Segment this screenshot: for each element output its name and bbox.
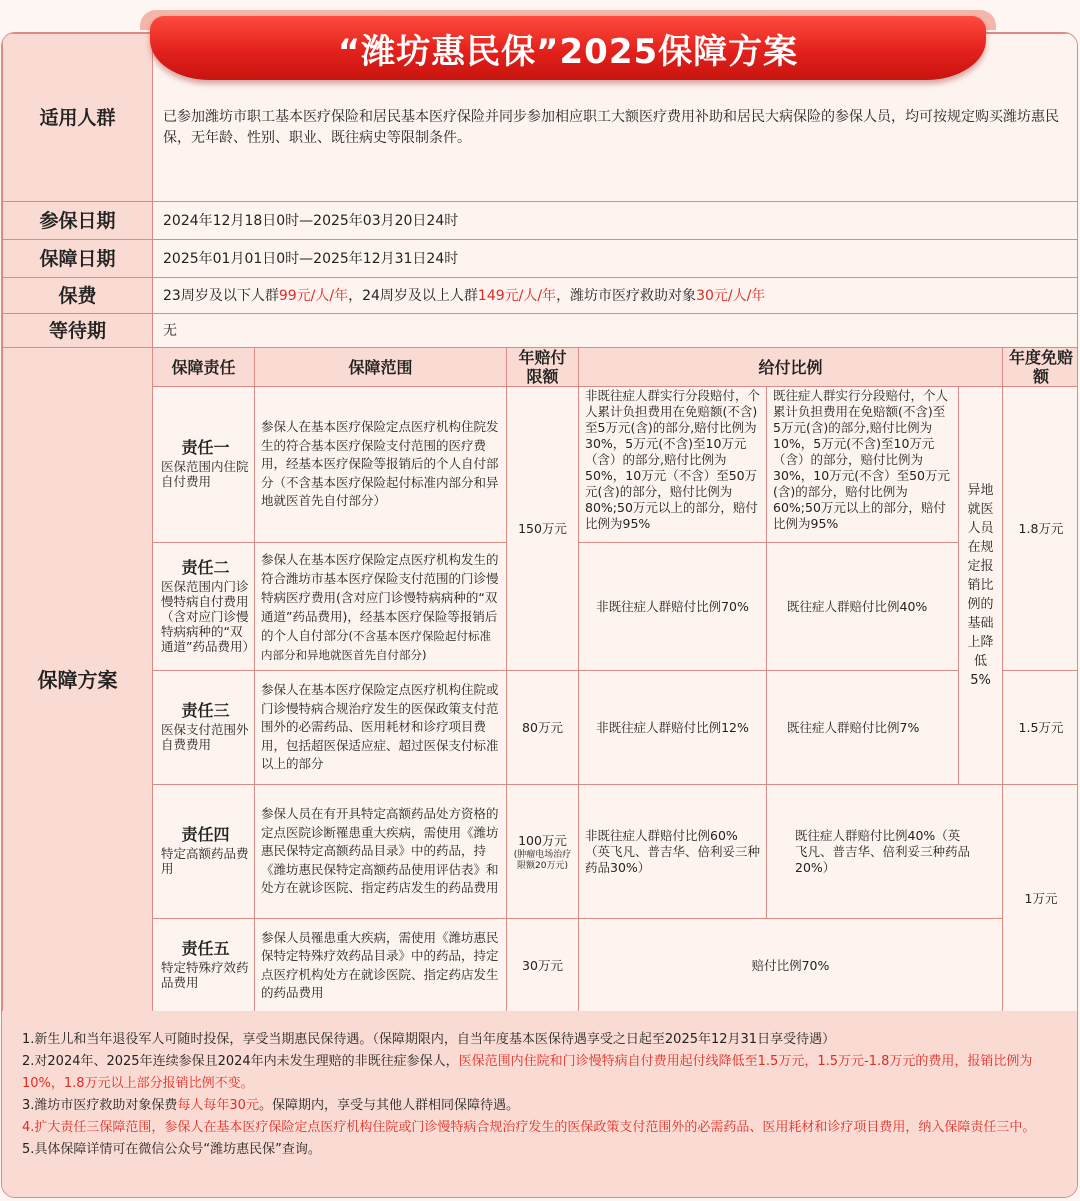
note-2: [22, 1051, 1061, 1095]
plan-header-row: [3, 348, 1079, 387]
duty-row-3: [3, 671, 1079, 785]
note-2-text: 2.对2024年、2025年连续参保且2024年内未发生理赔的非既往症参保人，: [22, 1054, 459, 1069]
header-duty: 保障责任: [153, 348, 255, 387]
duty-5-desc: 特定特殊疗效药品费用: [161, 960, 249, 990]
duty-4-non-preexisting: 非既往症人群赔付比例60%（英飞凡、普吉华、倍利妥三种药品30%）: [579, 785, 767, 919]
row-coverage: [3, 240, 1079, 278]
note-3: [22, 1095, 1061, 1117]
duty-row-4: [3, 785, 1079, 919]
duty-1-desc: 医保范围内住院自付费用: [161, 459, 249, 489]
duty-4-limit-note: (肿瘤电场治疗限额20万元): [513, 849, 572, 871]
title-banner: [150, 16, 986, 80]
label-premium: 保费: [3, 278, 153, 314]
duty-2-preexisting: 既往症人群赔付比例40%: [767, 543, 959, 671]
premium-text-1: 23周岁及以下人群: [163, 287, 279, 304]
duty-3-limit: 80万元: [507, 671, 579, 785]
duty-1: [153, 387, 255, 543]
duty-4: [153, 785, 255, 919]
duty-4-preexisting: 既往症人群赔付比例40%（英飞凡、普吉华、倍利妥三种药品20%）: [767, 785, 1003, 919]
duty-4-desc: 特定高额药品费用: [161, 846, 249, 876]
duty-2-scope-note: (不含基本医疗保险起付标准内部分和异地就医首先自付部分): [261, 628, 492, 662]
label-plan: 保障方案: [3, 348, 153, 1014]
duty-2-scope: [255, 543, 507, 671]
duty-5-limit: 30万元: [507, 919, 579, 1013]
premium-text-2: ，24周岁及以上人群: [348, 287, 478, 304]
duty-3-name: 责任三: [181, 701, 230, 720]
note-5: 5.具体保障详情可在微信公众号“潍坊惠民保”查询。: [22, 1142, 321, 1157]
note-3-text-a: 3.潍坊市医疗救助对象保费: [22, 1098, 178, 1113]
duty-3-deductible: 1.5万元: [1003, 671, 1079, 785]
label-waiting: 等待期: [3, 314, 153, 348]
label-coverage: 保障日期: [3, 240, 153, 278]
notes-section: [2, 1011, 1078, 1198]
note-3-text-b: 。保障期内，享受与其他人群相同保障待遇。: [258, 1098, 519, 1113]
duty-3-scope: 参保人在基本医疗保险定点医疗机构住院或门诊慢特病合规治疗发生的医保政策支付范围外的必需药品、医用耗材和诊疗项目费用，包括超医保适应症、超过医保支付标准以上的部分: [255, 671, 507, 785]
note-4: 4.扩大责任三保障范围，参保人在基本医疗保险定点医疗机构住院或门诊慢特病合规治疗发生的医保政策支付范围外的必需药品、医用耗材和诊疗项目费用，纳入保障责任三中。: [22, 1120, 1036, 1135]
row-waiting: [3, 314, 1079, 348]
label-enroll: 参保日期: [3, 202, 153, 240]
plan-frame: [1, 32, 1078, 1198]
plan-table: [2, 33, 1078, 1014]
duty-3-desc: 医保支付范围外自费费用: [161, 722, 249, 752]
duty-4-limit: 100万元: [518, 832, 567, 848]
duty-3: [153, 671, 255, 785]
value-waiting: 无: [153, 314, 1079, 348]
duty-5: [153, 919, 255, 1013]
row-enroll: [3, 202, 1079, 240]
value-coverage: 2025年01月01日0时—2025年12月31日24时: [153, 240, 1079, 278]
label-eligible: 适用人群: [3, 34, 153, 202]
duty-5-ratio: 赔付比例70%: [579, 919, 1003, 1013]
duty-2-non-preexisting: 非既往症人群赔付比例70%: [579, 543, 767, 671]
duty-1-non-preexisting: 非既往症人群实行分段赔付，个人累计负担费用在免赔额(不含)至5万元(含)的部分,赔付比例为30%，5万元(不含)至10万元（含）的部分,赔付比例为50%，10万元（不含）至50万元(含)的部分，赔付比例为80%;50万元以上的部分，赔付比例为95%: [579, 387, 767, 543]
page-title: “潍坊惠民保”2025保障方案: [337, 31, 799, 72]
duty-2: [153, 543, 255, 671]
duty-5-scope: 参保人员罹患重大疾病，需使用《潍坊惠民保特定特殊疗效药品目录》中的药品，持定点医疗机构处方在就诊医院、指定药店发生的药品费用: [255, 919, 507, 1013]
premium-price-adult: 149元/人/年: [477, 287, 557, 304]
note-2-highlight: 医保范围内住院和门诊慢特病自付费用起付线降低至1.5万元，1.5万元-1.8万元的费用，报销比例为10%，1.8万元以上部分报销比例不变。: [22, 1054, 1033, 1091]
value-eligible: 已参加潍坊市职工基本医疗保险和居民基本医疗保险并同步参加相应职工大额医疗费用补助和居民大病保险的参保人员，均可按规定购买潍坊惠民保，无年龄、性别、职业、既往病史等限制条件。: [153, 34, 1079, 202]
offsite-note: 异地就医人员在规定报销比例的基础上降低5%: [959, 387, 1003, 785]
duty-2-name: 责任二: [181, 557, 230, 577]
header-deductible: 年度免赔额: [1003, 348, 1079, 387]
premium-price-young: 99元/人/年: [278, 287, 349, 304]
duty-1-preexisting: 既往症人群实行分段赔付，个人累计负担费用在免赔额(不含)至5万元(含)的部分,赔付比例为10%，5万元(不含)至10万元（含）的部分，赔付比例为30%，10万元(不含）至50万元(含)的部分，赔付比例为60%;50万元以上的部分，赔付比例为95%: [767, 387, 959, 543]
duty-1-scope: 参保人在基本医疗保险定点医疗机构住院发生的符合基本医疗保险支付范围的医疗费用，经基本医疗保险等报销后的个人自付部分（不含基本医疗保险起付标准内部分和异地就医首先自付部分）: [255, 387, 507, 543]
note-1: 1.新生儿和当年退役军人可随时投保，享受当期惠民保待遇。（保障期限内，自当年度基本医保待遇享受之日起至2025年12月31日享受待遇）: [22, 1032, 836, 1047]
value-enroll: 2024年12月18日0时—2025年03月20日24时: [153, 202, 1079, 240]
duty-3-non-preexisting: 非既往症人群赔付比例12%: [579, 671, 767, 785]
duty-4-scope: 参保人员在有开具特定高额药品处方资格的定点医院诊断罹患重大疾病，需使用《潍坊惠民保特定高额药品目录》中的药品，持《潍坊惠民保特定高额药品使用评估表》和处方在就诊医院、指定药店发生的药品费用: [255, 785, 507, 919]
duty-5-name: 责任五: [181, 939, 230, 958]
duty-1-name: 责任一: [181, 438, 230, 457]
shared-limit: 150万元: [507, 387, 579, 671]
header-limit: 年赔付限额: [507, 348, 579, 387]
premium-text-3: ，潍坊市医疗救助对象: [556, 287, 697, 304]
row-premium: [3, 278, 1079, 314]
last-deductible: 1万元: [1003, 785, 1079, 1013]
duty-3-preexisting: 既往症人群赔付比例7%: [767, 671, 959, 785]
duty-4-name: 责任四: [181, 825, 230, 844]
value-premium: [153, 278, 1079, 314]
duty-row-1: [3, 387, 1079, 543]
duty-4-limit-cell: [507, 785, 579, 919]
premium-price-aid: 30元/人/年: [696, 287, 766, 304]
duty-row-5: [3, 919, 1079, 1013]
shared-deductible: 1.8万元: [1003, 387, 1079, 671]
duty-2-desc: 医保范围内门诊慢特病自付费用（含对应门诊慢特病病种的“双通道”药品费用）: [161, 578, 255, 654]
duty-2-scope-main: 参保人在基本医疗保险定点医疗机构发生的符合潍坊市基本医疗保险支付范围的门诊慢特病医疗费用(含对应门诊慢特病病种的“双通道”药品费用)，经基本医疗保险等报销后的个人自付部分: [261, 551, 499, 643]
header-ratio: 给付比例: [579, 348, 1003, 387]
note-3-highlight: 每人每年30元: [177, 1098, 259, 1113]
header-scope: 保障范围: [255, 348, 507, 387]
